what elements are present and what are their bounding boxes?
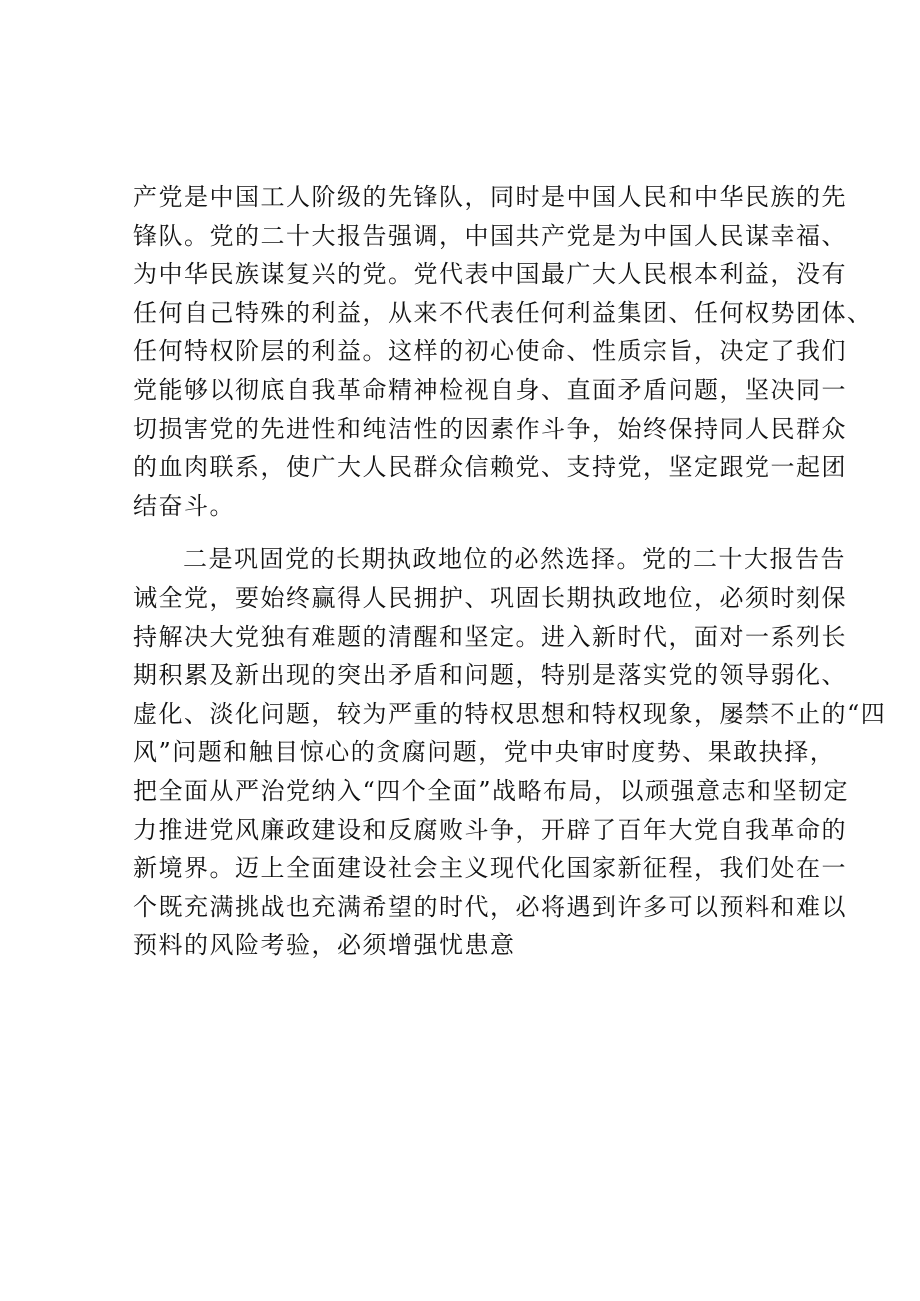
text-line: 诫全党，要始终赢得人民拥护、巩固长期执政地位，必须时刻保 — [133, 583, 847, 612]
text-line: 产党是中国工人阶级的先锋队，同时是中国人民和中华民族的先 — [133, 183, 847, 211]
text-line: 任何特权阶层的利益。这样的初心使命、性质宗旨，决定了我们 — [133, 337, 847, 366]
paragraph-spacer — [133, 525, 833, 540]
text-line: 切损害党的先进性和纯洁性的因素作斗争，始终保持同人民群众 — [133, 414, 847, 443]
text-line: 任何自己特殊的利益，从来不代表任何利益集团、任何权势团体、 — [133, 298, 873, 327]
text-line: 虚化、淡化问题，较为严重的特权思想和特权现象，屡禁不止的“四 — [133, 699, 887, 728]
text-line: 个既充满挑战也充满希望的时代，必将遇到许多可以预料和难以 — [133, 892, 847, 921]
text-line: 锋队。党的二十大报告强调，中国共产党是为中国人民谋幸福、 — [133, 221, 847, 250]
text-line: 预料的风险考验，必须增强忧患意 — [133, 931, 516, 960]
text-line: 持解决大党独有难题的清醒和坚定。进入新时代，面对一系列长 — [133, 622, 847, 651]
document-body — [133, 178, 887, 965]
paragraph-2 — [133, 540, 887, 965]
text-line: 风”问题和触目惊心的贪腐问题，党中央审时度势、果敢抉择， — [133, 738, 836, 767]
text-line: 把全面从严治党纳入“四个全面”战略布局，以顽强意志和坚韧定 — [133, 776, 850, 805]
text-line: 结奋斗。 — [133, 491, 235, 520]
text-line: 新境界。迈上全面建设社会主义现代化国家新征程，我们处在一 — [133, 854, 847, 883]
text-line: 为中华民族谋复兴的党。党代表中国最广大人民根本利益，没有 — [133, 260, 847, 289]
text-line: 期积累及新出现的突出矛盾和问题，特别是落实党的领导弱化、 — [133, 661, 847, 690]
text-line: 力推进党风廉政建设和反腐败斗争，开辟了百年大党自我革命的 — [133, 815, 847, 844]
text-line: 党能够以彻底自我革命精神检视自身、直面矛盾问题，坚决同一 — [133, 375, 847, 404]
text-line: 的血肉联系，使广大人民群众信赖党、支持党，坚定跟党一起团 — [133, 453, 847, 482]
paragraph-1 — [133, 178, 873, 525]
text-line-indented: 二是巩固党的长期执政地位的必然选择。党的二十大报告告 — [183, 545, 846, 574]
